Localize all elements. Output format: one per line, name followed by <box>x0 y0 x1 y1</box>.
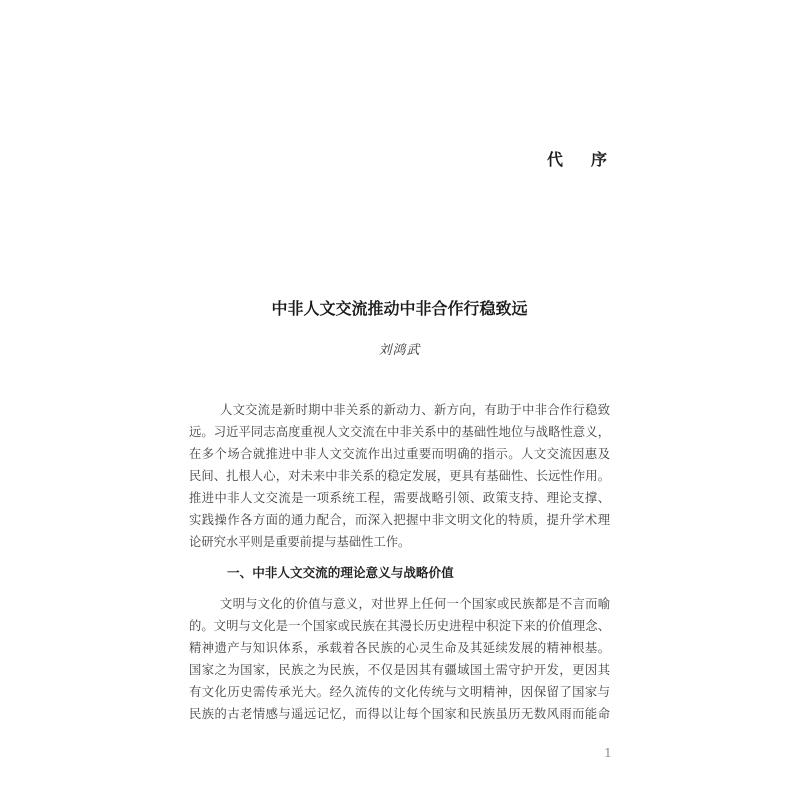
paragraph-line: 在多个场合就推进中非人文交流作出过重要而明确的指示。人文交流因惠及 <box>189 447 610 461</box>
paragraph-line: 推进中非人文交流是一项系统工程，需要战略引领、政策支持、理论支撑、 <box>189 491 610 505</box>
paragraph-line: 精神遗产与知识体系，承载着各民族的心灵生命及其延续发展的精神根基。 <box>189 641 610 655</box>
paragraph-line: 民族的古老情感与遥远记忆，而得以让每个国家和民族虽历无数风雨而能命 <box>189 707 610 721</box>
article-title: 中非人文交流推动中非合作行稳致远 <box>271 301 528 318</box>
paragraph-line: 远。习近平同志高度重视人文交流在中非关系中的基础性地位与战略性意义， <box>189 425 610 439</box>
running-head-preface: 代 序 <box>546 150 613 169</box>
paragraph-line: 的。文明与文化是一个国家或民族在其漫长历史进程中积淀下来的价值理念、 <box>189 619 610 633</box>
author-name: 刘鸿武 <box>378 343 421 358</box>
body-text <box>189 399 610 725</box>
paragraph-line: 实践操作各方面的通力配合，而深入把握中非文明文化的特质，提升学术理 <box>189 513 610 527</box>
paragraph-line: 民间、扎根人心，对未来中非关系的稳定发展，更具有基础性、长远性作用。 <box>189 469 610 483</box>
page-number: 1 <box>604 745 612 760</box>
paragraph-line: 文明与文化的价值与意义，对世界上任何一个国家或民族都是不言而喻 <box>220 597 610 611</box>
paragraph-line: 有文化历史需传承光大。经久流传的文化传统与文明精神，因保留了国家与 <box>189 685 610 699</box>
section-heading: 一、中非人文交流的理论意义与战略价值 <box>227 565 454 580</box>
paragraph-line: 人文交流是新时期中非关系的新动力、新方向，有助于中非合作行稳致 <box>220 403 610 417</box>
paragraph-line: 国家之为国家，民族之为民族，不仅是因其有疆域国土需守护开发，更因其 <box>189 663 610 677</box>
paragraph-line: 论研究水平则是重要前提与基础性工作。 <box>189 535 411 549</box>
